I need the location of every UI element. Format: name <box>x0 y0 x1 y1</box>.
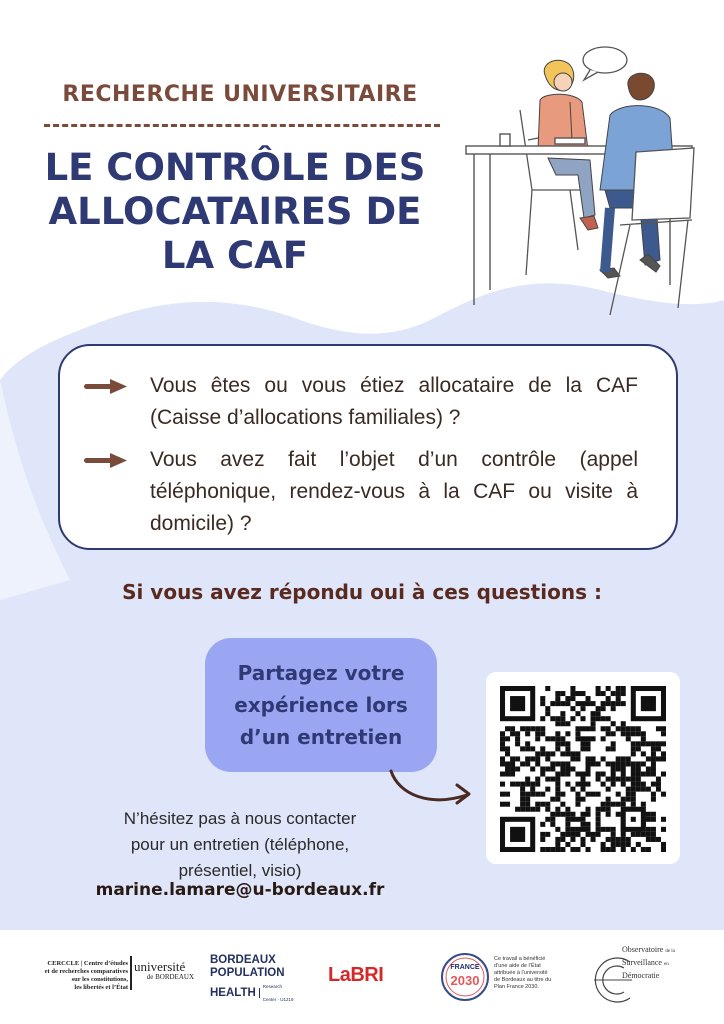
arrow-right-icon <box>84 378 128 394</box>
bph-sub-2: Center · U1219 <box>262 997 294 1002</box>
bph-sub <box>263 980 294 1006</box>
universite-text: université <box>134 959 186 974</box>
contact-email-link[interactable]: marine.lamare@u-bordeaux.fr <box>95 880 385 900</box>
observatoire-text <box>622 944 697 981</box>
cta-box <box>205 638 437 772</box>
contact-text <box>70 806 410 884</box>
bph-line-2: POPULATION <box>210 967 285 979</box>
bph-line-1: BORDEAUX <box>210 954 276 966</box>
cta-line-1: Partagez votre <box>237 661 405 685</box>
obs-line-3: Démocratie <box>622 971 660 980</box>
france2030-line-2: d’une aide de l’État <box>494 963 541 969</box>
contact-line-1: N’hésitez pas à nous contacter <box>123 809 357 828</box>
cta-line-3: d’un entretien <box>239 725 403 749</box>
title-line-3: LA CAF <box>161 234 309 277</box>
question-text-2: Vous avez fait l’objet d’un contrôle (appel téléphonique, rendez-vous à la CAF ou visite à domicile) ? <box>150 448 638 535</box>
cerccle-line-4: les libertés et l’État <box>74 984 128 991</box>
cerccle-line-3: sur les constitutions, <box>71 976 128 983</box>
france2030-num: 2030 <box>450 973 480 988</box>
qr-code[interactable] <box>500 686 666 852</box>
obs-line-2-row <box>622 957 697 970</box>
france2030-badge <box>440 952 490 1002</box>
universite-sub: de BORDEAUX <box>146 973 194 981</box>
arrow-right-icon <box>84 452 128 468</box>
cta-text <box>221 657 421 753</box>
obs-line-1: Observatoire <box>622 945 664 954</box>
obs-line-1-row <box>622 944 697 957</box>
qr-card <box>486 672 680 864</box>
france2030-line-5: Plan France 2030. <box>494 984 539 990</box>
bph-divider <box>259 988 260 998</box>
france2030-line-3: attribuée à l’université <box>494 970 548 976</box>
obs-line-2: Surveillance <box>622 958 662 967</box>
logo-divider <box>130 956 132 990</box>
universite-bordeaux-logo <box>134 960 194 981</box>
bph-line-3-row <box>210 980 310 1006</box>
footer-logos <box>0 930 724 1024</box>
title-line-1: LE CONTRÔLE DES <box>44 146 426 189</box>
woman-figure <box>538 60 598 230</box>
contact-line-3: présentiel, visio) <box>178 861 302 880</box>
obs-de-la: de la <box>665 949 675 954</box>
question-text-1: Vous êtes ou vous étiez allocataire de la CAF (Caisse d’allocations familiales) ? <box>150 374 638 429</box>
questions-box <box>58 344 678 550</box>
dashed-divider <box>44 124 440 127</box>
main-title <box>20 146 450 278</box>
bph-logo <box>210 954 310 1006</box>
prompt-heading: Si vous avez répondu oui à ces questions : <box>122 580 602 604</box>
title-line-2: ALLOCATAIRES DE <box>48 190 422 233</box>
france2030-top: FRANCE <box>450 964 480 971</box>
contact-line-2: pour un entretien (téléphone, <box>130 835 350 854</box>
bph-sub-1: Research <box>262 984 283 989</box>
cerccle-line-2: et de recherches comparatives <box>44 968 128 975</box>
speech-bubble-icon <box>583 47 627 80</box>
bph-line-3: HEALTH <box>210 986 256 999</box>
labri-logo: LaBRI <box>328 964 384 986</box>
cerccle-line-1: CERCCLE | Centre d’études <box>47 960 128 967</box>
france2030-text <box>494 956 564 991</box>
france2030-line-1: Ce travail a bénéficié <box>494 956 546 962</box>
cerccle-logo <box>40 960 128 992</box>
cta-line-2: expérience lors <box>234 693 408 717</box>
obs-en: en <box>663 962 669 967</box>
eyebrow-heading: RECHERCHE UNIVERSITAIRE <box>62 82 418 107</box>
observatoire-logo <box>590 944 695 1014</box>
interview-illustration <box>460 40 710 320</box>
france2030-line-4: de Bordeaux au titre du <box>494 977 552 983</box>
